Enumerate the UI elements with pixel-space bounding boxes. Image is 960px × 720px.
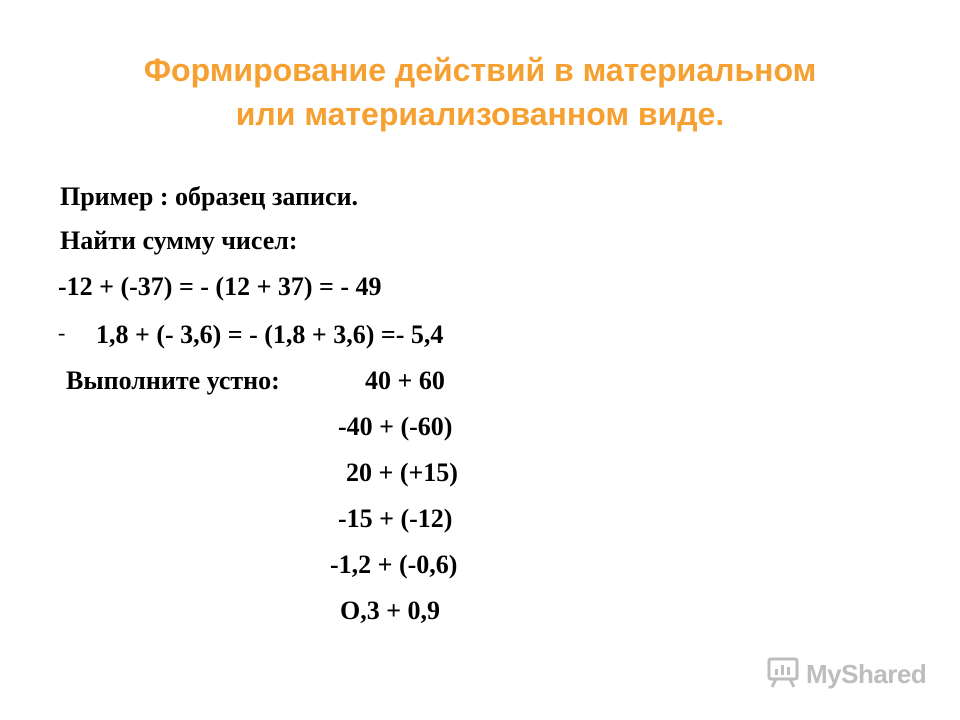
title-line-2: или материализованном виде. (235, 96, 725, 132)
presentation-board-icon (766, 655, 800, 694)
exercise-item: 40 + 60 (365, 366, 445, 395)
example-equation-1: -12 + (-37) = - (12 + 37) = - 49 (58, 272, 382, 301)
watermark-text: MyShared (806, 658, 927, 689)
exercise-item: О,3 + 0,9 (340, 596, 441, 625)
oral-task-label: Выполните устно: (66, 366, 280, 395)
exercise-item: -15 + (-12) (338, 504, 453, 533)
list-dash: - (58, 320, 66, 345)
title-line-1: Формирование действий в материальном (143, 52, 817, 88)
exercise-item: 20 + (+15) (346, 458, 458, 487)
example-equation-2: 1,8 + (- 3,6) = - (1,8 + 3,6) =- 5,4 (96, 320, 444, 349)
exercise-item: -1,2 + (-0,6) (330, 550, 458, 579)
task-text: Найти сумму чисел: (60, 226, 298, 255)
example-label: Пример : образец записи. (60, 182, 359, 211)
slide-title (0, 48, 960, 136)
exercise-item: -40 + (-60) (338, 412, 453, 441)
watermark (766, 656, 926, 692)
